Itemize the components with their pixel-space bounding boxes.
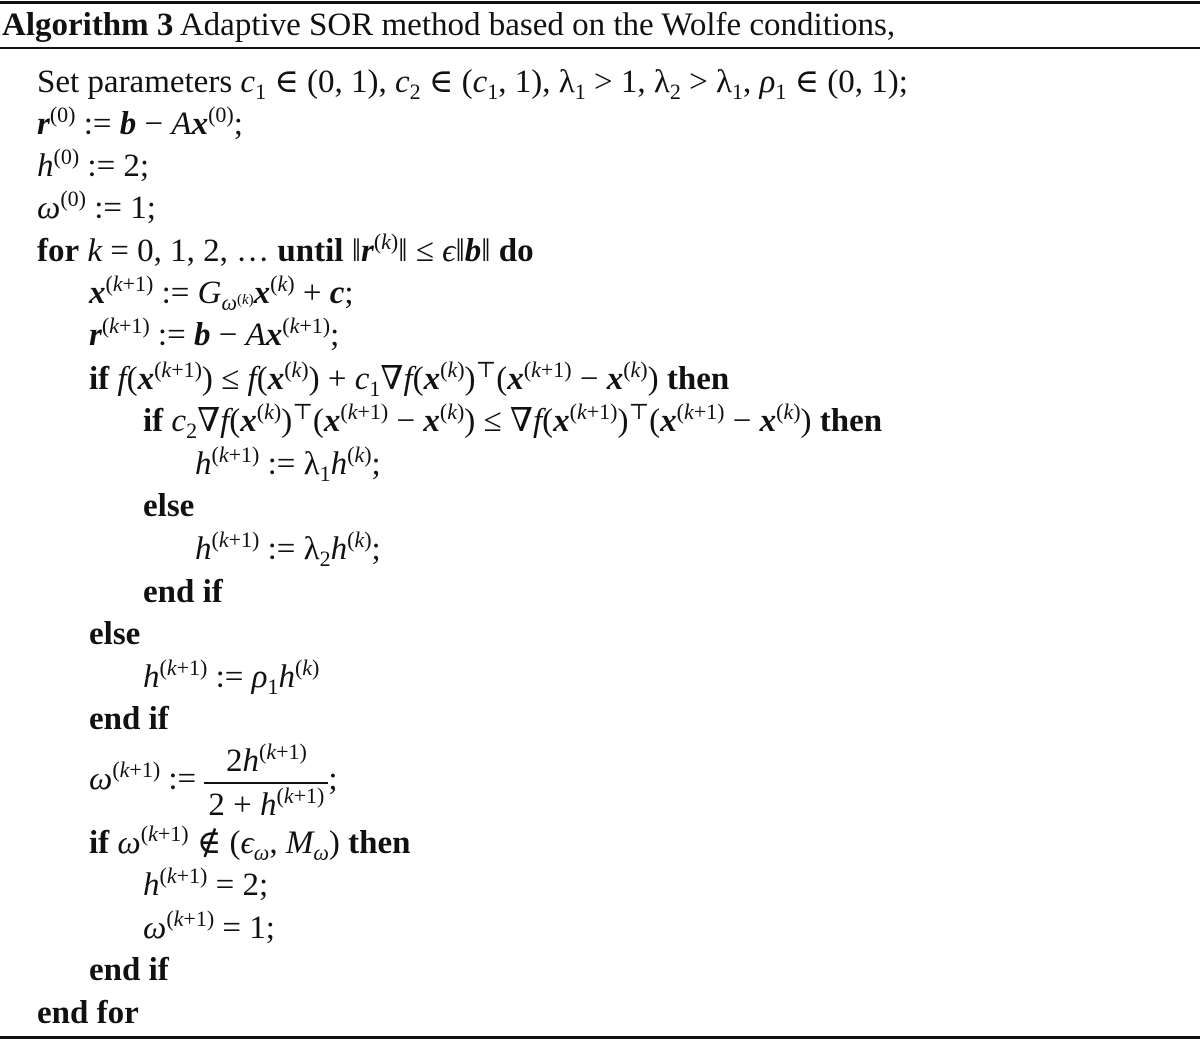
algorithm-line-10: $h^{(k+1)}$ := $\lambda_1h^{(k)}$; [195,442,381,486]
algorithm-line-4: $\omega^{(0)}$ := 1; [37,186,156,226]
omega-update-fraction: $\frac{2h^{(k+1)}}{2 + h^{(k+1)}}$ [204,740,328,826]
algorithm-line-14: else [89,616,141,652]
algorithm-line-13: end if [143,574,223,610]
algorithm-line-5: for k = 0, 1, 2, … until $‖r^{(k)}‖$ ≤ ϵ‖b‖ do [37,229,534,269]
algorithm-line-17: $\omega^{(k+1)}$ := $\frac{2h^{(k+1)}}{2 + h^{(k+1)}}$ ; [89,737,338,821]
algorithm-line-9: if $c_2\nabla f(x^{(k)})^⊤(x^{(k+1)} - x^{(k)}) \le \nabla f(x^{(k+1)})^⊤(x^{(k+1)} - x^{(k)})$ then [143,399,883,443]
algorithm-caption [2,4,895,46]
algorithm-line-18: if $\omega^{(k+1)}$ ∉ ($\epsilon_\omega$, $M_\omega$) then [89,821,411,865]
algorithm-line-15: $h^{(k+1)}$ := $\rho_1h^{(k)}$ [143,655,320,699]
algorithm-line-2: $r^{(0)}$ := $b - Ax^{(0)}$; [37,102,243,142]
algorithm-line-11: else [143,488,195,524]
algorithm-line-20: $\omega^{(k+1)} = 1$; [143,906,275,946]
algorithm-line-12: $h^{(k+1)}$ := $\lambda_2h^{(k)}$; [195,527,381,571]
algorithm-line-1: Set parameters $c_1$ ∈ (0, 1), $c_2$ ∈ ($c_1$, 1), $\lambda_1 > 1$, $\lambda_2 > \lambda_1$, $\rho_1$ ∈ (0, 1); [37,64,908,104]
algorithm-line-22: end for [37,995,139,1031]
algorithm-line-19: $h^{(k+1)} = 2$; [143,863,269,903]
algorithm-title: Adaptive SOR method based on the Wolfe conditions, [179,7,896,43]
algorithm-line-16: end if [89,701,169,737]
algorithm-line-6: $x^{(k+1)}$ := $G_{\omega^{(k)}}x^{(k)} + c$; [89,271,354,315]
bottom-rule [0,1036,1200,1039]
algorithm-line-8: if $f(x^{(k+1)}) \le f(x^{(k)}) + c_1\nabla f(x^{(k)})^⊤(x^{(k+1)} - x^{(k)})$ then [89,357,730,401]
algorithm-line-21: end if [89,952,169,988]
caption-rule [0,47,1200,49]
algorithm-line-7: $r^{(k+1)}$ := $b - Ax^{(k+1)}$; [89,313,340,353]
algorithm-line-3: $h^{(0)}$ := 2; [37,144,150,184]
algorithm-label: Algorithm 3 [2,7,174,43]
